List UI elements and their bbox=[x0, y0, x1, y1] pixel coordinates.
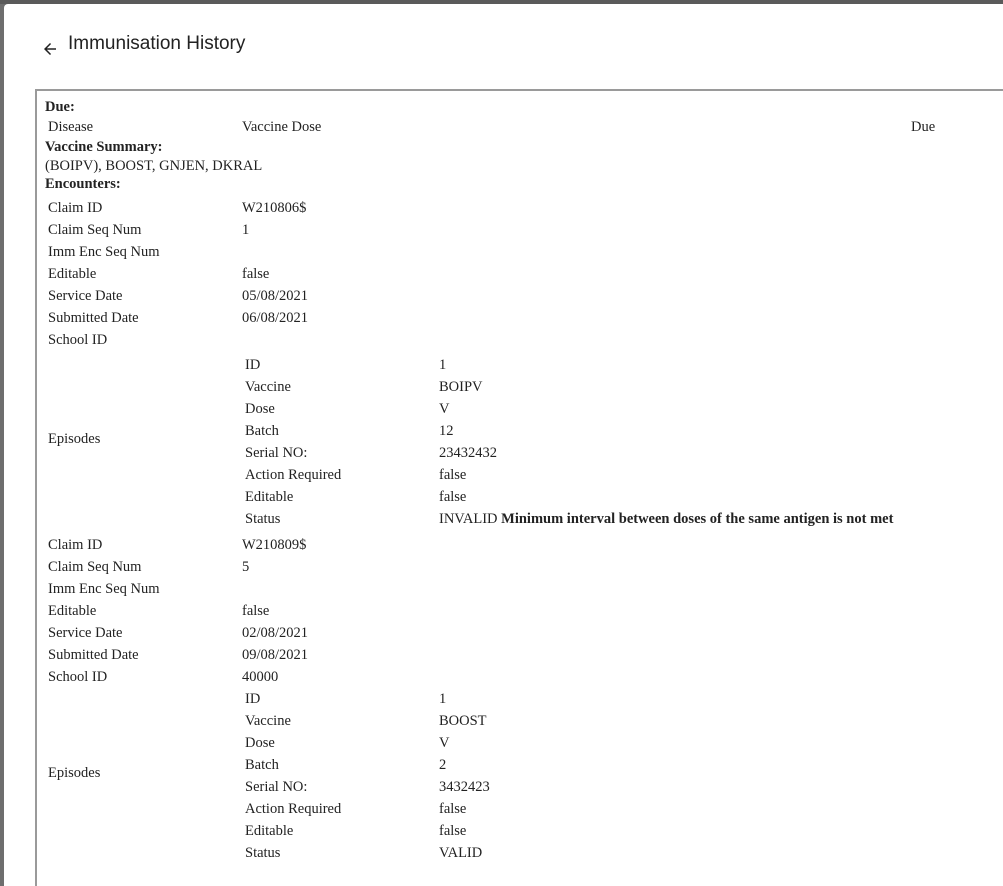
field-label: Editable bbox=[48, 603, 97, 619]
episodes-label: Episodes bbox=[48, 431, 101, 447]
episode-label: Editable bbox=[245, 823, 294, 839]
encounter-row-school-id bbox=[45, 329, 1003, 351]
episode-value: false bbox=[439, 489, 467, 505]
field-label: Imm Enc Seq Num bbox=[48, 581, 160, 597]
due-heading: Due: bbox=[45, 99, 75, 115]
episodes-section bbox=[45, 688, 1003, 868]
field-label: Claim Seq Num bbox=[48, 559, 142, 575]
back-button[interactable] bbox=[38, 37, 62, 61]
episodes-label: Episodes bbox=[48, 765, 101, 781]
encounter-row-editable bbox=[45, 600, 1003, 622]
episode-label: Dose bbox=[245, 735, 275, 751]
episode-label: ID bbox=[245, 357, 261, 373]
episode-label: Dose bbox=[245, 401, 275, 417]
episode-label: Serial NO: bbox=[245, 779, 308, 795]
episode-label: Vaccine bbox=[245, 379, 291, 395]
field-value: 02/08/2021 bbox=[242, 625, 309, 641]
episode-value: BOIPV bbox=[439, 379, 483, 395]
field-label: Submitted Date bbox=[48, 310, 139, 326]
episode-value: false bbox=[439, 801, 467, 817]
encounter-row-submitted-date bbox=[45, 307, 1003, 329]
field-label: Claim Seq Num bbox=[48, 222, 142, 238]
episode-label: Vaccine bbox=[245, 713, 291, 729]
encounters-heading: Encounters: bbox=[45, 176, 121, 192]
episode-label: Serial NO: bbox=[245, 445, 308, 461]
field-value: 1 bbox=[242, 222, 250, 238]
encounter-row-school-id bbox=[45, 666, 1003, 688]
due-column-due: Due bbox=[911, 119, 936, 135]
encounter-row-submitted-date bbox=[45, 644, 1003, 666]
episode-value: 3432423 bbox=[439, 779, 490, 795]
episode-value: false bbox=[439, 823, 467, 839]
due-column-disease: Disease bbox=[48, 119, 94, 135]
encounter-row-service-date bbox=[45, 622, 1003, 644]
episode-value: 1 bbox=[439, 357, 447, 373]
history-document-frame[interactable] bbox=[35, 89, 1003, 886]
encounter-row-claim-id bbox=[45, 534, 1003, 556]
field-value: W210806$ bbox=[242, 200, 307, 216]
due-header-row bbox=[45, 117, 1003, 138]
episode-label: ID bbox=[245, 691, 261, 707]
encounter-row-service-date bbox=[45, 285, 1003, 307]
field-label: Service Date bbox=[48, 625, 123, 641]
episode-label: Batch bbox=[245, 423, 279, 439]
immunisation-history-dialog bbox=[4, 4, 1003, 886]
field-label: Claim ID bbox=[48, 537, 103, 553]
field-value: 09/08/2021 bbox=[242, 647, 309, 663]
field-value: W210809$ bbox=[242, 537, 307, 553]
status-value: INVALID bbox=[439, 511, 498, 527]
episode-value: V bbox=[439, 401, 450, 417]
field-label: Service Date bbox=[48, 288, 123, 304]
episode-label: Editable bbox=[245, 489, 294, 505]
episode-status bbox=[439, 842, 482, 864]
vaccine-summary-text: (BOIPV), BOOST, GNJEN, DKRAL bbox=[45, 158, 263, 174]
arrow-left-icon bbox=[41, 40, 59, 58]
episode-value: 2 bbox=[439, 757, 447, 773]
status-reason: Minimum interval between doses of the same antigen is not met bbox=[501, 511, 894, 527]
episode-value: V bbox=[439, 735, 450, 751]
field-label: Editable bbox=[48, 266, 97, 282]
encounter-row-imm-enc-seq-num bbox=[45, 578, 1003, 600]
episode-value: 1 bbox=[439, 691, 447, 707]
vaccine-summary-heading: Vaccine Summary: bbox=[45, 139, 163, 155]
due-column-vaccine-dose: Vaccine Dose bbox=[242, 119, 322, 135]
field-value: 05/08/2021 bbox=[242, 288, 309, 304]
field-label: Submitted Date bbox=[48, 647, 139, 663]
episode-value: 23432432 bbox=[439, 445, 497, 461]
status-value: VALID bbox=[439, 845, 483, 861]
field-value: false bbox=[242, 266, 270, 282]
encounter-block bbox=[45, 534, 1003, 868]
page-title: Immunisation History bbox=[68, 33, 246, 54]
episode-label: Status bbox=[245, 845, 281, 861]
field-value: 40000 bbox=[242, 669, 279, 685]
episode-label: Status bbox=[245, 511, 281, 527]
field-value: false bbox=[242, 603, 270, 619]
field-label: Imm Enc Seq Num bbox=[48, 244, 160, 260]
encounter-block bbox=[45, 197, 1003, 534]
dialog-header bbox=[4, 4, 1003, 84]
field-label: School ID bbox=[48, 332, 108, 348]
episodes-section bbox=[45, 351, 1003, 534]
episode-label: Batch bbox=[245, 757, 279, 773]
encounter-row-claim-seq-num bbox=[45, 219, 1003, 241]
episode-value: false bbox=[439, 467, 467, 483]
encounter-row-editable bbox=[45, 263, 1003, 285]
field-label: Claim ID bbox=[48, 200, 103, 216]
episode-label: Action Required bbox=[245, 467, 342, 483]
field-label: School ID bbox=[48, 669, 108, 685]
encounter-row-claim-seq-num bbox=[45, 556, 1003, 578]
field-value: 06/08/2021 bbox=[242, 310, 309, 326]
episode-value: 12 bbox=[439, 423, 454, 439]
episode-label: Action Required bbox=[245, 801, 342, 817]
field-value: 5 bbox=[242, 559, 250, 575]
encounter-row-claim-id bbox=[45, 197, 1003, 219]
history-content bbox=[45, 98, 1003, 868]
episode-value: BOOST bbox=[439, 713, 487, 729]
encounter-row-imm-enc-seq-num bbox=[45, 241, 1003, 263]
episode-status bbox=[439, 508, 893, 530]
